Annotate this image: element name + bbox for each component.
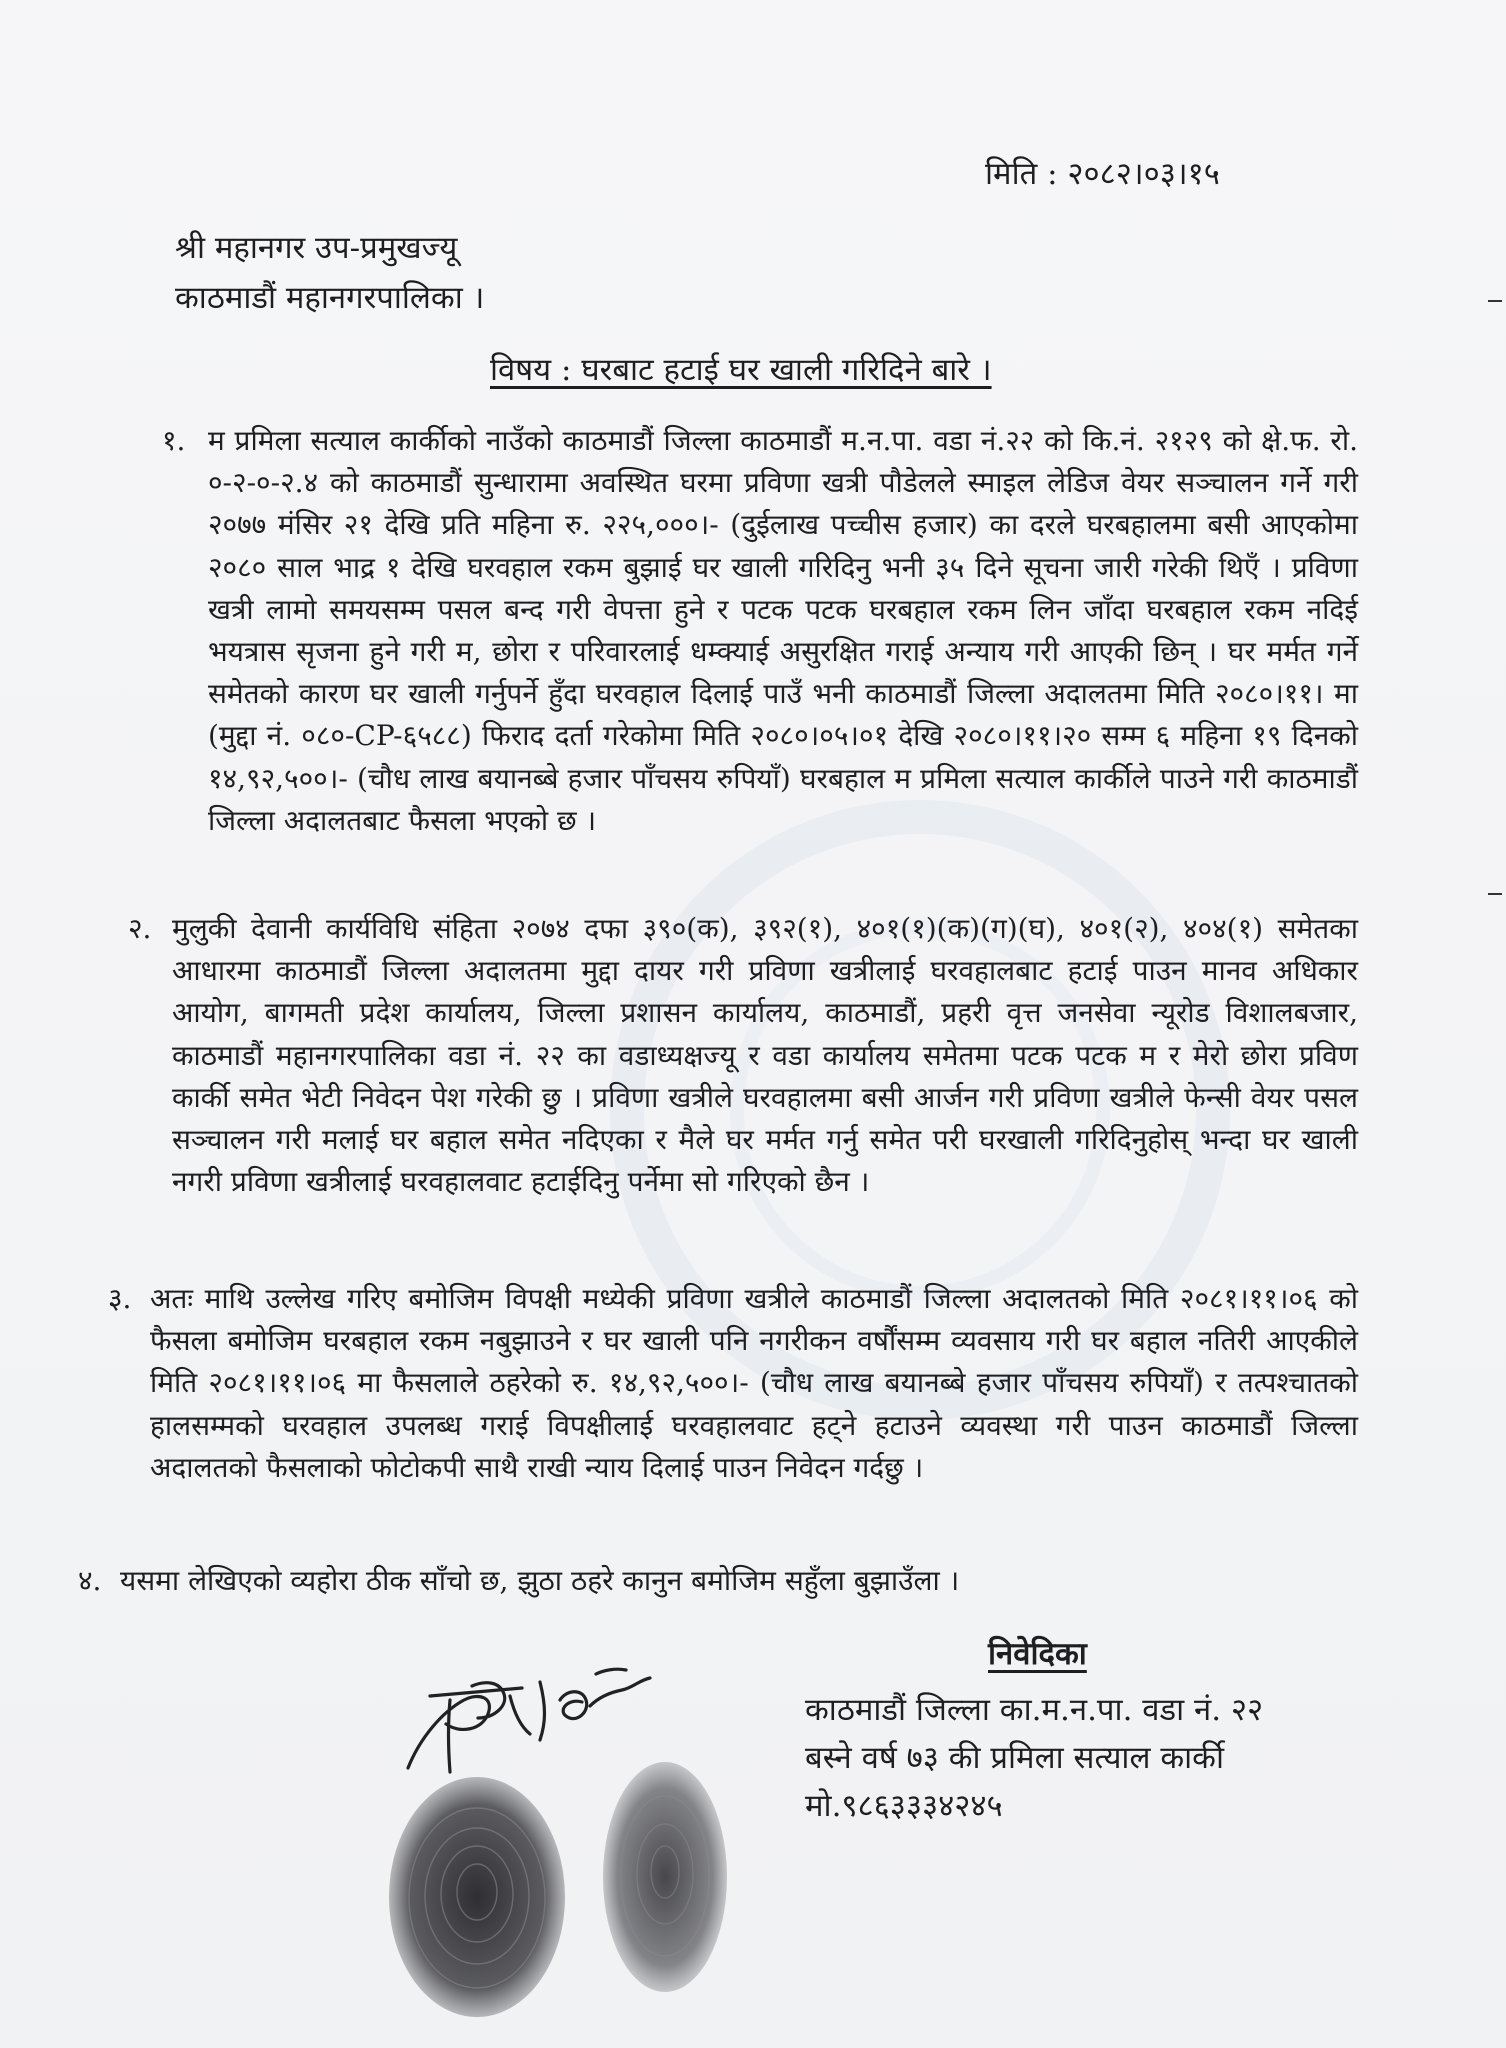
subject-line: विषय : घरबाट हटाई घर खाली गरिदिने बारे । — [490, 352, 992, 388]
addressee-line-1: श्री महानगर उप-प्रमुखज्यू — [175, 230, 458, 266]
paragraph-4: यसमा लेखिएको व्यहोरा ठीक साँचो छ, झुठा ठहरे कानुन बमोजिम सहुँला बुझाउँला । — [120, 1564, 960, 1597]
applicant-address: काठमाडौं जिल्ला का.म.न.पा. वडा नं. २२ — [805, 1692, 1264, 1728]
date-line: मिति : २०८२।०३।१५ — [985, 156, 1220, 192]
left-thumbprint — [372, 1762, 582, 2032]
applicant-mobile: मो.९८६३३३४२४५ — [805, 1788, 1003, 1824]
right-thumbprint — [590, 1752, 740, 2002]
edge-mark — [1488, 300, 1502, 302]
applicant-name: बस्ने वर्ष ७३ की प्रमिला सत्याल कार्की — [805, 1740, 1225, 1776]
addressee-line-2: काठमाडौं महानगरपालिका । — [175, 280, 485, 316]
paragraph-number: २. — [128, 912, 152, 945]
edge-mark — [1488, 893, 1502, 895]
paragraph-number: ३. — [108, 1282, 132, 1315]
paragraph-3: अतः माथि उल्लेख गरिए बमोजिम विपक्षी मध्येकी प्रविणा खत्रीले काठमाडौं जिल्ला अदालतको मिति २०८१।११।०६ को फैसला बमोजिम घरबहाल रकम नबुझाउने र घर खाली पनि नगरीकन वर्षौंसम्म व्यवसाय गरी घर बहाल नतिरी आएकीले मिति २०८१।११।०६ मा फैसलाले ठहरेको रु. १४,९२,५००।- (चौध लाख बयानब्बे हजार पाँचसय रुपियाँ) र तत्पश्चातको हालसम्मको घरवहाल उपलब्ध गराई विपक्षीलाई घरवहालवाट हट्ने हटाउने व्यवस्था गरी पाउन काठमाडौं जिल्ला अदालतको फैसलाको फोटोकपी साथै राखी न्याय दिलाई पाउन निवेदन गर्दछु । — [150, 1282, 1358, 1484]
paragraph-number: ४. — [78, 1564, 102, 1597]
paragraph-2: मुलुकी देवानी कार्यविधि संहिता २०७४ दफा ३९०(क), ३९२(१), ४०१(१)(क)(ग)(घ), ४०१(२), ४०४(१) समेतका आधारमा काठमाडौं जिल्ला अदालतमा मुद्दा दायर गरी प्रविणा खत्रीलाई घरवहालबाट हटाई पाउन मानव अधिकार आयोग, बागमती प्रदेश कार्यालय, जिल्ला प्रशासन कार्यालय, काठमाडौं, प्रहरी वृत्त जनसेवा न्यूरोड विशालबजार, काठमाडौं महानगरपालिका वडा नं. २२ का वडाध्यक्षज्यू र वडा कार्यालय समेतमा पटक पटक म र मेरो छोरा प्रविण कार्की समेत भेटी निवेदन पेश गरेकी छु । प्रविणा खत्रीले घरवहालमा बसी आर्जन गरी प्रविणा खत्रीले फेन्सी वेयर पसल सञ्चालन गरी मलाई घर बहाल समेत नदिएका र मैले घर मर्मत गर्नु समेत परी घरखाली गरिदिनुहोस् भन्दा घर खाली नगरी प्रविणा खत्रीलाई घरवहालवाट हटाईदिनु पर्नेमा सो गरिएको छैन । — [172, 912, 1358, 1199]
applicant-title: निवेदिका — [988, 1636, 1087, 1672]
paragraph-1: म प्रमिला सत्याल कार्कीको नाउँको काठमाडौं जिल्ला काठमाडौं म.न.पा. वडा नं.२२ को कि.नं. २१२९ को क्षे.फ. रो. ०-२-०-२.४ को काठमाडौं सुन्धारामा अवस्थित घरमा प्रविणा खत्री पौडेलले स्माइल लेडिज वेयर सञ्चालन गर्ने गरी २०७७ मंसिर २१ देखि प्रति महिना रु. २२५,०००।- (दुईलाख पच्चीस हजार) का दरले घरबहालमा बसी आएकोमा २०८० साल भाद्र १ देखि घरवहाल रकम बुझाई घर खाली गरिदिनु भनी ३५ दिने सूचना जारी गरेकी थिएँ । प्रविणा खत्री लामो समयसम्म पसल बन्द गरी वेपत्ता हुने र पटक पटक घरबहाल रकम लिन जाँदा घरबहाल रकम नदिई भयत्रास सृजना हुने गरी म, छोरा र परिवारलाई धम्क्याई असुरक्षित गराई अन्याय गरी आएकी छिन् । घर मर्मत गर्ने समेतको कारण घर खाली गर्नुपर्ने हुँदा घरवहाल दिलाई पाउँ भनी काठमाडौं जिल्ला अदालतमा मिति २०८०।११। मा (मुद्दा नं. ०८०-CP-६५८८) फिराद दर्ता गरेकोमा मिति २०८०।०५।०१ देखि २०८०।११।२० सम्म ६ महिना १९ दिनको १४,९२,५००।- (चौध लाख बयानब्बे हजार पाँचसय रुपियाँ) घरबहाल म प्रमिला सत्याल कार्कीले पाउने गरी काठमाडौं जिल्ला अदालतबाट फैसला भएको छ । — [208, 424, 1358, 837]
paragraph-number: १. — [162, 424, 186, 457]
